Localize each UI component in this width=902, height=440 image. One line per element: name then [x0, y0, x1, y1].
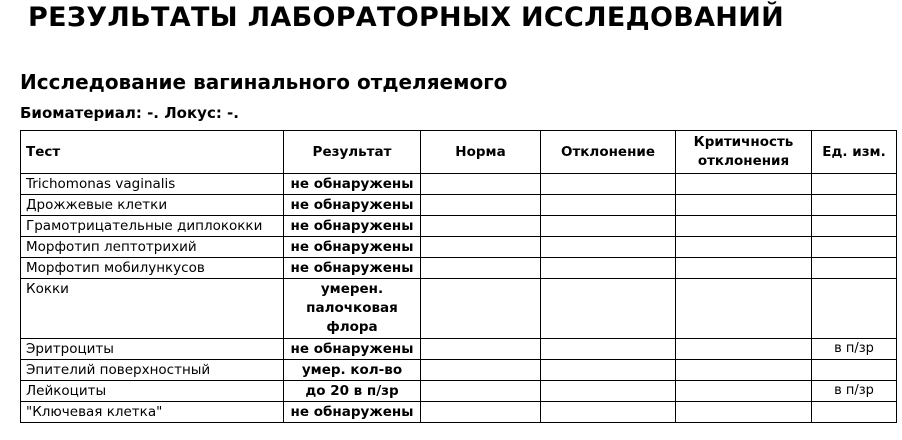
test-unit — [812, 216, 897, 237]
test-deviation — [541, 258, 676, 279]
test-criticality — [676, 339, 812, 360]
test-deviation — [541, 195, 676, 216]
table-row — [21, 258, 897, 279]
test-name: Эритроциты — [21, 339, 284, 360]
test-norm — [421, 339, 541, 360]
test-name: Морфотип лептотрихий — [21, 237, 284, 258]
test-result: умерен. палочковая флора — [284, 279, 421, 339]
test-name: Грамотрицательные диплококки — [21, 216, 284, 237]
test-name: Кокки — [21, 279, 284, 339]
header-criticality: Критичность отклонения — [676, 131, 812, 174]
test-deviation — [541, 402, 676, 423]
test-unit — [812, 279, 897, 339]
test-norm — [421, 258, 541, 279]
test-criticality — [676, 279, 812, 339]
test-criticality — [676, 237, 812, 258]
test-norm — [421, 174, 541, 195]
test-criticality — [676, 402, 812, 423]
table-row — [21, 279, 897, 339]
test-unit — [812, 237, 897, 258]
test-unit: в п/зр — [812, 381, 897, 402]
study-title: Исследование вагинального отделяемого — [20, 70, 508, 94]
header-norm: Норма — [421, 131, 541, 174]
test-result: не обнаружены — [284, 216, 421, 237]
test-deviation — [541, 237, 676, 258]
test-unit — [812, 360, 897, 381]
test-criticality — [676, 216, 812, 237]
test-norm — [421, 195, 541, 216]
test-result: до 20 в п/зр — [284, 381, 421, 402]
test-norm — [421, 360, 541, 381]
header-result: Результат — [284, 131, 421, 174]
table-row — [21, 174, 897, 195]
test-result: не обнаружены — [284, 195, 421, 216]
table-row — [21, 339, 897, 360]
table-row — [21, 195, 897, 216]
header-test: Тест — [21, 131, 284, 174]
test-norm — [421, 402, 541, 423]
test-unit — [812, 195, 897, 216]
test-criticality — [676, 360, 812, 381]
test-criticality — [676, 174, 812, 195]
test-unit: в п/зр — [812, 339, 897, 360]
test-deviation — [541, 279, 676, 339]
test-name: Лейкоциты — [21, 381, 284, 402]
results-table — [20, 130, 897, 423]
test-name: Эпителий поверхностный — [21, 360, 284, 381]
test-criticality — [676, 195, 812, 216]
test-norm — [421, 216, 541, 237]
test-deviation — [541, 381, 676, 402]
test-result: не обнаружены — [284, 174, 421, 195]
header-deviation: Отклонение — [541, 131, 676, 174]
test-deviation — [541, 360, 676, 381]
test-criticality — [676, 258, 812, 279]
test-deviation — [541, 216, 676, 237]
table-row — [21, 402, 897, 423]
test-norm — [421, 237, 541, 258]
test-name: "Ключевая клетка" — [21, 402, 284, 423]
test-norm — [421, 381, 541, 402]
test-name: Trichomonas vaginalis — [21, 174, 284, 195]
table-header-row — [21, 131, 897, 174]
table-row — [21, 360, 897, 381]
table-row — [21, 237, 897, 258]
test-unit — [812, 174, 897, 195]
test-norm — [421, 279, 541, 339]
table-row — [21, 216, 897, 237]
test-result: не обнаружены — [284, 237, 421, 258]
test-result: не обнаружены — [284, 258, 421, 279]
test-unit — [812, 402, 897, 423]
header-unit: Ед. изм. — [812, 131, 897, 174]
test-result: умер. кол-во — [284, 360, 421, 381]
test-result: не обнаружены — [284, 402, 421, 423]
test-criticality — [676, 381, 812, 402]
test-name: Морфотип мобилункусов — [21, 258, 284, 279]
report-title: РЕЗУЛЬТАТЫ ЛАБОРАТОРНЫХ ИССЛЕДОВАНИЙ — [28, 2, 784, 33]
test-deviation — [541, 339, 676, 360]
test-unit — [812, 258, 897, 279]
test-result: не обнаружены — [284, 339, 421, 360]
test-deviation — [541, 174, 676, 195]
table-row — [21, 381, 897, 402]
test-name: Дрожжевые клетки — [21, 195, 284, 216]
biomaterial-locus: Биоматериал: -. Локус: -. — [20, 104, 239, 122]
